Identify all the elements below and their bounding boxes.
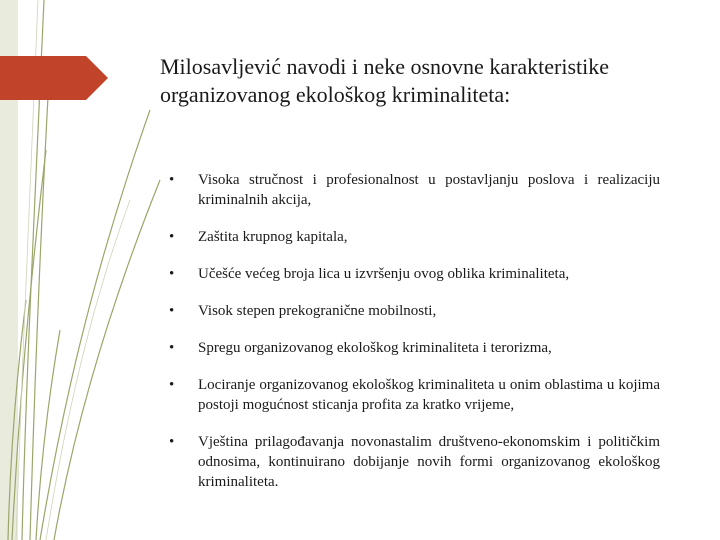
bullet-text: Učešće većeg broja lica u izvršenju ovog oblika kriminaliteta,: [198, 266, 570, 282]
list-item: [168, 432, 660, 492]
bullet-icon: •: [169, 172, 175, 188]
bullet-list: [168, 170, 660, 509]
title-line: organizovanog ekološkog kriminaliteta:: [160, 82, 511, 107]
bullet-text: Lociranje organizovanog ekološkog kriminaliteta u onim oblastima u kojima postoji mogućnost sticanja profita za kratko vrijeme,: [198, 377, 660, 413]
list-item: [168, 170, 660, 210]
bullet-text: Visok stepen prekogranične mobilnosti,: [198, 303, 437, 319]
bullet-icon: •: [169, 340, 175, 356]
bullet-text: Zaštita krupnog kapitala,: [198, 229, 348, 245]
bullet-icon: •: [169, 266, 175, 282]
list-item: [168, 301, 660, 321]
bullet-icon: •: [169, 229, 175, 245]
arrow-shape: [0, 56, 108, 100]
list-item: [168, 338, 660, 358]
list-item: [168, 264, 660, 284]
bullet-text: Visoka stručnost i profesionalnost u postavljanju poslova i realizaciju kriminalnih akcija,: [198, 172, 660, 208]
bullet-icon: •: [169, 377, 175, 393]
bullet-text: Vještina prilagođavanja novonastalim društveno-ekonomskim i političkim odnosima, kontinuirano dobijanje novih formi organizovanog ekološkog kriminaliteta.: [198, 434, 660, 490]
bullet-icon: •: [169, 303, 175, 319]
slide-title: [160, 53, 700, 109]
title-line: Milosavljević navodi i neke osnovne karakteristike: [160, 54, 610, 79]
list-item: [168, 375, 660, 415]
bullet-icon: •: [169, 434, 175, 450]
bullet-text: Spregu organizovanog ekološkog kriminaliteta i terorizma,: [198, 340, 552, 356]
list-item: [168, 227, 660, 247]
